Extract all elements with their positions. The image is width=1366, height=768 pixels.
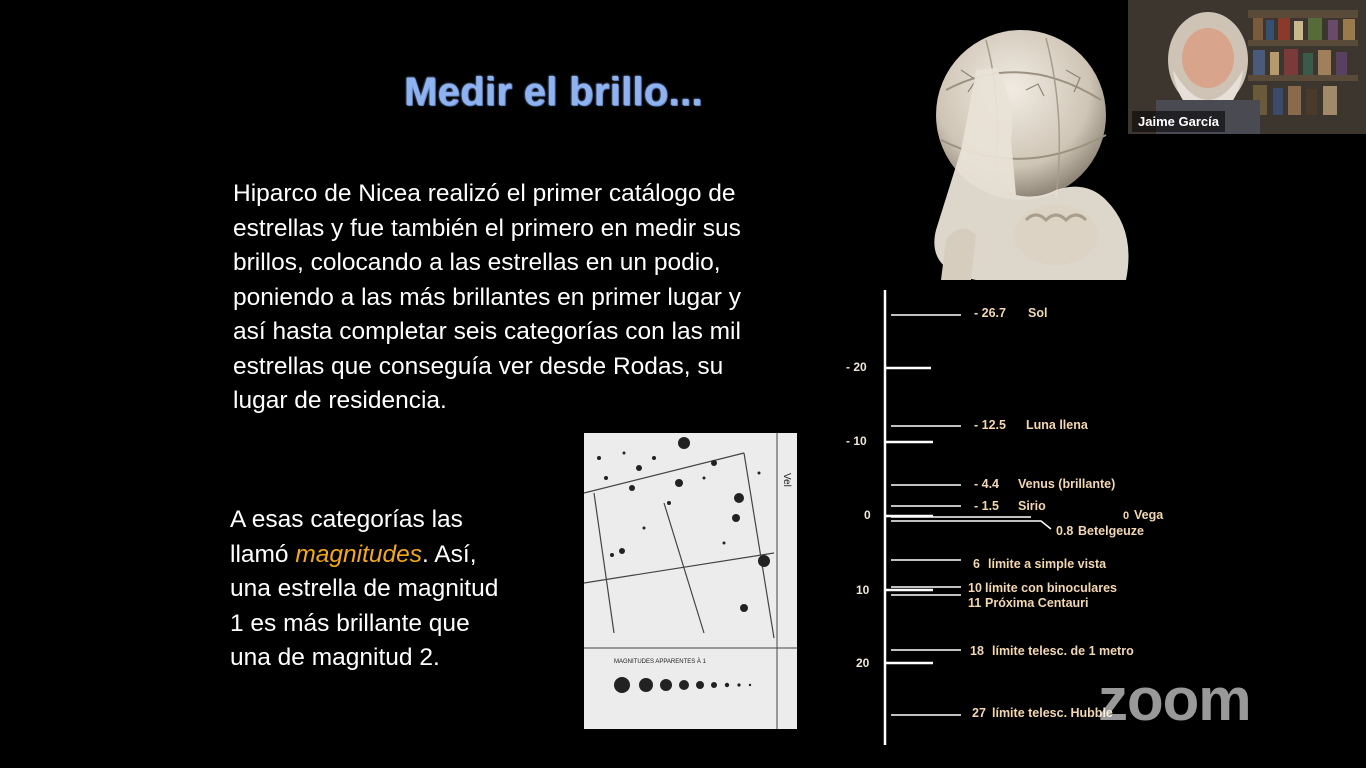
axis-tick-label: - 20 xyxy=(846,360,867,374)
axis-tick-label: - 10 xyxy=(846,434,867,448)
slide-title: Medir el brillo... xyxy=(404,70,703,114)
scale-value: 10 xyxy=(968,581,982,595)
intro-line: estrellas que conseguía ver desde Rodas, su xyxy=(233,352,724,380)
constellation-label: Vel xyxy=(781,473,792,487)
axis-tick-label: 0 xyxy=(864,508,871,522)
magnitudes-line xyxy=(230,538,560,573)
scale-value: 0.8 xyxy=(1056,524,1074,538)
axis-tick-label: 20 xyxy=(856,656,870,670)
scale-label: límite telesc. Hubble xyxy=(992,706,1113,720)
magnitudes-line-suffix: . Así, xyxy=(422,540,477,568)
atlas-statue-image xyxy=(916,30,1136,285)
scale-label: límite a simple vista xyxy=(988,557,1107,571)
zoom-watermark: zoom xyxy=(1098,666,1251,733)
intro-line: brillos, colocando a las estrellas en un podio, xyxy=(233,249,721,276)
scale-label: límite telesc. de 1 metro xyxy=(992,644,1134,658)
magnitudes-emphasis: magnitudes xyxy=(295,540,423,568)
intro-paragraph xyxy=(233,177,833,419)
magnitudes-line: una de magnitud 2. xyxy=(230,644,440,671)
intro-line: estrellas y fue también el primero en medir sus xyxy=(233,214,741,242)
scale-value: - 1.5 xyxy=(974,499,1000,513)
scale-value: - 26.7 xyxy=(974,306,1006,320)
scale-entry-line xyxy=(891,521,1051,529)
magnitudes-line: 1 es más brillante que xyxy=(230,609,470,637)
intro-line: así hasta completar seis categorías con las mil xyxy=(233,318,741,345)
participant-video-tile[interactable] xyxy=(1128,0,1366,134)
scale-label: Venus (brillante) xyxy=(1018,477,1116,491)
intro-line: lugar de residencia. xyxy=(233,387,447,414)
scale-value: 6 xyxy=(973,557,980,571)
magnitudes-paragraph xyxy=(230,503,560,676)
scale-value: 27 xyxy=(972,706,986,720)
scale-value: 0 xyxy=(1123,510,1130,522)
scale-value: 11 xyxy=(968,596,982,610)
participant-name: Jaime García xyxy=(1132,111,1225,132)
magnitudes-line: A esas categorías las xyxy=(230,506,463,533)
intro-line: Hiparco de Nicea realizó el primer catálogo de xyxy=(233,180,736,207)
scale-label: Betelgeuze xyxy=(1078,524,1144,538)
star-chart-legend-title: MAGNITUDES APPARENTES À 1 xyxy=(614,659,706,665)
scale-label: Sirio xyxy=(1018,499,1046,513)
scale-label: Vega xyxy=(1134,508,1164,522)
axis-tick-label: 10 xyxy=(856,583,870,597)
scale-value: 18 xyxy=(970,644,984,658)
scale-label: Luna llena xyxy=(1026,418,1088,432)
intro-line: poniendo a las más brillantes en primer lugar y xyxy=(233,283,741,311)
star-chart-image xyxy=(584,433,797,729)
magnitudes-line-prefix: llamó xyxy=(230,540,296,568)
scale-label: Sol xyxy=(1028,306,1048,320)
scale-label: Próxima Centauri xyxy=(985,596,1089,610)
scale-value: - 12.5 xyxy=(974,418,1006,432)
magnitudes-line: una estrella de magnitud xyxy=(230,575,499,602)
scale-label: límite con binoculares xyxy=(985,581,1117,595)
scale-value: - 4.4 xyxy=(974,477,1000,491)
